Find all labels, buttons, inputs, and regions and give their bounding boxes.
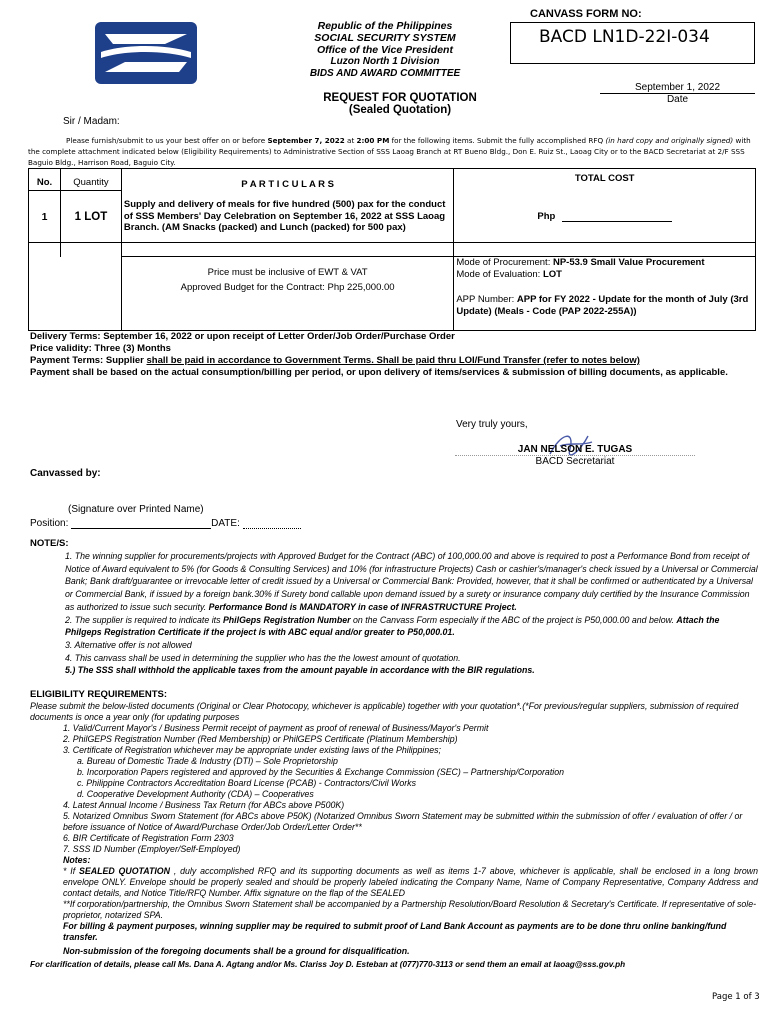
eligibility-notes-heading: Notes: <box>63 855 91 865</box>
eligibility-subitem: c. Philippine Contractors Accreditation Board License (PCAB) - Contractors/Civil Works <box>77 778 416 788</box>
mode-procurement-label: Mode of Procurement: <box>456 257 553 268</box>
eligibility-subitem: b. Incorporation Papers registered and approved by the Securities & Exchange Commission (SEC) – Partnership/Corporation <box>77 767 565 777</box>
eligibility-item: 7. SSS ID Number (Employer/Self-Employed) <box>63 844 241 854</box>
rfq-title: REQUEST FOR QUOTATION <box>323 92 477 104</box>
payment-terms <box>30 355 755 367</box>
app-number-label: APP Number: <box>456 294 517 305</box>
eligibility-list <box>30 701 758 970</box>
payment-basis: Payment shall be based on the actual consumption/billing per period, or upon delivery of items/services & submission of billing documents, as applicable. <box>30 367 728 378</box>
sss-logo <box>95 22 197 84</box>
header-line1: Republic of the Philippines <box>317 20 453 32</box>
app-number-value: APP for FY 2022 - Update for the month of July (3rd Update) (Meals - Code (PAP 2022-255A)) <box>456 294 749 317</box>
blank-cell <box>29 257 61 331</box>
intro-text: at <box>344 136 357 145</box>
header-line3: Office of the Vice President <box>317 44 453 56</box>
mode-procurement <box>456 257 753 269</box>
eligibility-intro: Please submit the below-listed documents (Original or Clear Photocopy, whichever is applicable) together with your quotation*.(*For previous/regular suppliers, submission of required documents is once a year only (for updating purposes <box>30 701 739 722</box>
rfq-subtitle: (Sealed Quotation) <box>348 104 452 116</box>
eligibility-item: 5. Notarized Omnibus Sworn Statement (for ABCs above P50K) (Notarized Omnibus Sworn Statement may be submitted within the submission of offer / evaluation of offer / or before issuance of Notice of Award/Purchase Order/Job Order/Letter Order** <box>63 811 743 832</box>
mode-evaluation-label: Mode of Evaluation: <box>456 268 543 280</box>
intro-time: 2:00 PM <box>356 136 390 145</box>
price-validity: Price validity: Three (3) Months <box>30 343 171 354</box>
price-note: Price must be inclusive of EWT & VAT <box>207 267 368 278</box>
payment-terms-value: shall be paid in accordance to Government Terms. Shall be paid thru LOI/Fund Transfer (refer to notes below) <box>146 355 640 366</box>
row-total-cost <box>454 191 756 243</box>
items-table <box>28 168 756 331</box>
eligibility-subitem: d. Cooperative Development Authority (CDA) – Cooperatives <box>77 789 314 799</box>
abc-note: Approved Budget for the Contract: Php 225,000.00 <box>180 282 395 293</box>
eligibility-item: 2. PhilGEPS Registration Number (Red Membership) or PhilGEPS Certificate (Platinum Membership) <box>63 734 458 744</box>
intro-text: for the following items. Submit the fully accomplished RFQ <box>389 136 606 145</box>
note-2-text: 2. The supplier is required to indicate its <box>65 614 223 625</box>
position-field[interactable] <box>71 528 211 529</box>
intro-paragraph <box>28 135 758 168</box>
payment-terms-label: Payment Terms: Supplier <box>30 355 147 366</box>
signature-printed-label: (Signature over Printed Name) <box>68 504 204 515</box>
eligibility-item: 3. Certificate of Registration whichever may be appropriate under existing laws of the Philippines; <box>63 745 441 755</box>
signatory-title: BACD Secretariat <box>535 456 615 467</box>
date-label: Date <box>666 94 689 105</box>
note-2-bold: PhilGeps Registration Number <box>222 614 351 625</box>
canvassed-by-label: Canvassed by: <box>30 468 101 479</box>
blank-cell <box>454 243 756 257</box>
row-no: 1 <box>29 191 61 243</box>
col-no-header: No. <box>29 169 61 191</box>
row-description: Supply and delivery of meals for five hundred (500) pax for the conduct of SSS Members' Day Celebration on September 16, 2022 at SSS Laoag Branch. (AM Snacks (packed) and Lunch (packed) for 500 pax) <box>121 191 453 243</box>
eligibility-heading: ELIGIBILITY REQUIREMENTS: <box>30 689 168 700</box>
billing-note: For billing & payment purposes, winning supplier may be required to submit proof of Land Bank Account as payments are to be done thru online banking/fund transfer. <box>63 921 727 942</box>
intro-text: Please furnish/submit to us your best offer on or before <box>66 136 268 145</box>
notes-heading: NOTE/S: <box>30 538 69 549</box>
date-field[interactable] <box>243 528 301 529</box>
salutation: Sir / Madam: <box>63 116 120 127</box>
notes-list <box>30 550 758 677</box>
note-4: 4. This canvass shall be used in determining the supplier who has the the lowest amount of quotation. <box>65 652 461 663</box>
col-qty-header: Quantity <box>60 169 121 191</box>
corporation-note: **If corporation/partnership, the Omnibus Sworn Statement shall be accompanied by a Partnership Resolution/Board Resolution & Secretary's Certificate. If representative of sole-proprietor, notarized SPA. <box>63 899 757 920</box>
blank-cell <box>121 243 453 257</box>
eligibility-subitem: a. Bureau of Domestic Trade & Industry (DTI) – Sole Proprietorship <box>77 756 338 766</box>
header-line5: BIDS AND AWARD COMMITTEE <box>309 68 461 79</box>
position-date-row <box>30 518 301 529</box>
intro-hardcopy: (in hard copy and originally signed) <box>605 136 734 145</box>
blank-cell <box>60 243 121 257</box>
note-2-text: on the Canvass Form especially if the ABC of the project is P50,000.00 and below. <box>350 614 677 625</box>
eligibility-item: 4. Latest Annual Income / Business Tax Return (for ABCs above P500K) <box>63 800 345 810</box>
delivery-terms: Delivery Terms: September 16, 2022 or upon receipt of Letter Order/Job Order/Purchase Order <box>30 331 455 342</box>
page-number: Page 1 of 3 <box>712 992 760 1002</box>
note-3: 3. Alternative offer is not allowed <box>65 639 192 650</box>
canvass-form-number: BACD LN1D-22I-034 <box>510 22 755 64</box>
mode-evaluation <box>456 269 753 281</box>
canvass-form-label: CANVASS FORM NO: <box>530 8 642 20</box>
sealed-quotation-text: , duly accomplished RFQ and its supporting documents as well as items 1-7 above, whichever is applicable, shall be enclosed in a long brown envelope ONLY. Envelope should be properly sealed and should be properly labeled indicating the Company Name, Name of Company Representative, Company Address and contact details, and Notice Title/RFQ Number. Affix signature on the flap of the SEALED <box>63 866 758 898</box>
closing: Very truly yours, <box>456 419 528 430</box>
php-amount-field[interactable] <box>562 221 672 222</box>
header-line4: Luzon North 1 Division <box>330 56 440 67</box>
sealed-quotation-bold: SEALED QUOTATION <box>79 866 170 876</box>
sealed-quotation-note <box>63 866 758 899</box>
php-label: Php <box>537 210 556 222</box>
terms-block <box>30 331 755 379</box>
eligibility-item: 6. BIR Certificate of Registration Form 2303 <box>63 833 234 843</box>
col-particulars-header: P A R T I C U L A R S <box>121 169 453 191</box>
office-header <box>270 20 500 80</box>
rfq-title-block <box>300 92 500 116</box>
note-1 <box>65 550 758 614</box>
note-5: 5.) The SSS shall withhold the applicable taxes from the amount payable in accordance with the BIR regulations. <box>65 665 535 676</box>
clarification-note: For clarification of details, please call Ms. Dana A. Agtang and/or Ms. Clariss Joy D. Esteban at (077)770-3113 or send them an email at laoag@sss.gov.ph <box>30 960 626 969</box>
intro-deadline: September 7, 2022 <box>267 136 345 145</box>
row-quantity: 1 LOT <box>60 191 121 243</box>
sealed-quotation-text: * If <box>63 866 79 876</box>
note-1-text: 1. The winning supplier for procurements/projects with Approved Budget for the Contract (ABC) of 100,000.00 and above is required to post a Performance Bond from receipt of Notice of Award equivalent to 5% (for Goods & Consulting Services) and 10% (for infrastructure Projects) Cash or cashier's/manager's check issued by a Universal or Commercial Bank; Bank draft/guarantee or irrevocable letter of credit issued by a Universal or Commercial Bank: Provided, however, that it shall be confirmed or authenticated by a Universal or Commercial Bank, if issued by a foreign bank.30% if Surety bond callable upon demand issued by a surety or insurance company duly certified by the Insurance Commission as authorized to issue such security. <box>65 551 758 612</box>
intro-text: with the complete attachment indicated below (Eligibility Requirements) to Administrative Section of SSS Laoag Branch at RT Bueno Bldg., Don E. Ruiz St., Laoag City or to the BACD Secretariat at 2/F SSS Baguio Bldg., Harrison Road, Baguio City. <box>28 136 751 167</box>
non-submission-note: Non-submission of the foregoing documents shall be a ground for disqualification. <box>63 946 410 956</box>
price-notes-cell <box>121 257 453 331</box>
app-number <box>456 294 753 317</box>
mode-procurement-value: NP-53.9 Small Value Procurement <box>552 257 705 268</box>
procurement-cell <box>454 257 756 331</box>
blank-cell <box>60 257 121 331</box>
header-line2: SOCIAL SECURITY SYSTEM <box>314 32 456 44</box>
note-1-bold: Performance Bond is MANDATORY in case of INFRASTRUCTURE Project. <box>208 601 517 612</box>
blank-cell <box>29 243 61 257</box>
date-value: September 1, 2022 <box>600 82 755 94</box>
note-2 <box>65 614 758 639</box>
date-field-label: DATE: <box>211 518 240 529</box>
signatory-name: JAN NELSON E. TUGAS <box>455 444 695 456</box>
mode-evaluation-value: LOT <box>542 268 562 280</box>
position-label: Position: <box>30 518 69 529</box>
note-2-bold2: Attach the Philgeps Registration Certificate if the project is with ABC equal and/or greater to P50,000.01. <box>65 614 720 638</box>
eligibility-item: 1. Valid/Current Mayor's / Business Permit receipt of payment as proof of renewal of Business/Mayor's Permit <box>63 723 489 733</box>
col-total-header: TOTAL COST <box>454 169 756 191</box>
